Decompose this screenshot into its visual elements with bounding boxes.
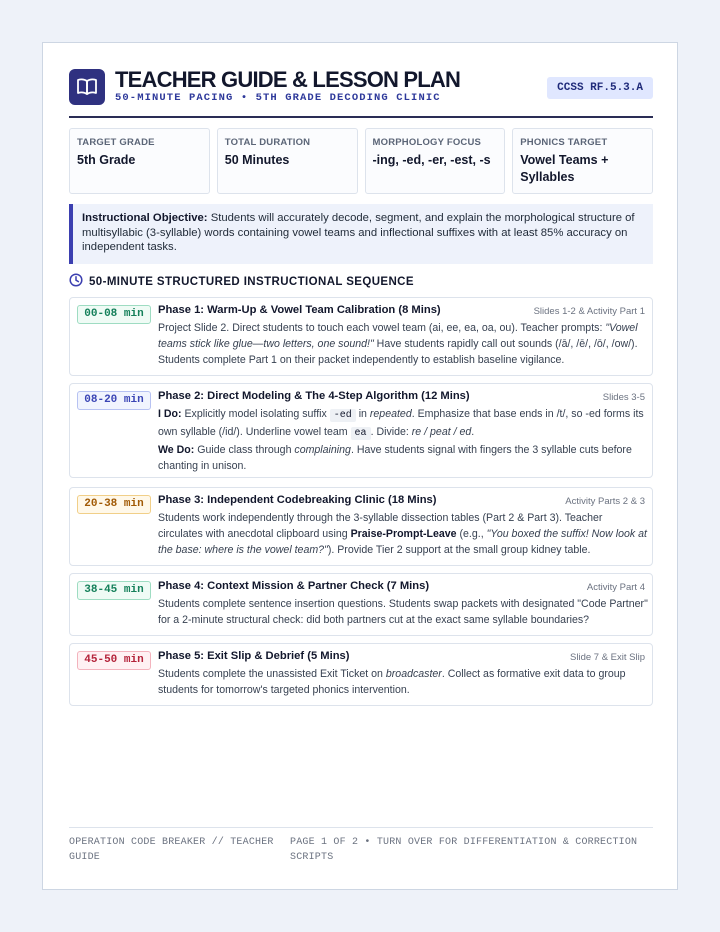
stat-label: MORPHOLOGY FOCUS [372, 137, 482, 148]
stat-value: -ing, -ed, -er, -est, -s [372, 153, 491, 167]
time-badge: 20-38 min [77, 495, 151, 514]
body-text: Students work independently through the 3-syllable dissection tables (Part 2 & Part 3). Teacher circulates with anecdotal clipboard using [158, 512, 603, 540]
phase-description [158, 666, 648, 698]
phase-tag: Slides 1-2 & Activity Part 1 [533, 306, 645, 317]
step-label: I Do: [158, 408, 182, 420]
body-text: Project Slide 2. Direct students to touch each vowel team (ai, ee, ea, oa, ou). Teacher prompts: [158, 322, 606, 334]
time-badge: 08-20 min [77, 391, 151, 410]
phase-description [158, 406, 648, 474]
teacher-prompt-quote: "You boxed the suffix! Now look at the base: where is the vowel team?" [158, 528, 647, 556]
stat-label: TARGET GRADE [77, 137, 155, 148]
phase-card-4 [69, 573, 653, 636]
body-text: . [471, 426, 475, 438]
body-text: (e.g., [456, 528, 487, 540]
lesson-plan-page [42, 42, 678, 890]
phase-tag: Activity Parts 2 & 3 [565, 496, 645, 507]
phase-card-3 [69, 487, 653, 566]
i-do-step [158, 406, 648, 442]
step-label: We Do: [158, 444, 195, 456]
page-header [69, 69, 653, 117]
stat-value: 50 Minutes [224, 153, 290, 167]
stat-target-grade [69, 128, 210, 194]
stat-morphology-focus [365, 128, 506, 194]
open-book-icon [69, 69, 105, 105]
page-subtitle: 50-MINUTE PACING • 5TH GRADE DECODING CLINIC [115, 92, 441, 104]
instructional-objective [69, 204, 653, 264]
header-divider [69, 116, 653, 118]
time-badge: 45-50 min [77, 651, 151, 670]
objective-label: Instructional Objective: [82, 212, 208, 224]
footer-divider [69, 827, 653, 828]
phase-card-1 [69, 297, 653, 376]
time-badge: 00-08 min [77, 305, 151, 324]
teacher-prompt-quote: "Vowel teams stick like glue—two letters, one sound!" [158, 322, 638, 350]
phase-card-5 [69, 643, 653, 706]
example-word: complaining [294, 444, 351, 456]
body-text: . Emphasize that base ends in /t/, so -ed forms its own syllable (/id/). Underline vowel team [158, 408, 644, 438]
body-text: . Collect as formative exit data to group students for tomorrow's targeted phonics intervention. [158, 668, 626, 696]
footer-title: OPERATION CODE BREAKER // TEACHER GUIDE [69, 837, 274, 863]
phase-tag: Slides 3-5 [602, 392, 645, 403]
body-text: Explicitly model isolating suffix [181, 408, 330, 420]
sequence-title: 50-MINUTE STRUCTURED INSTRUCTIONAL SEQUENCE [89, 276, 414, 288]
phase-title: Phase 3: Independent Codebreaking Clinic (18 Mins) [158, 494, 437, 506]
phase-description [158, 320, 648, 368]
page-title: TEACHER GUIDE & LESSON PLAN [115, 67, 461, 92]
sequence-heading [69, 274, 414, 290]
phase-title: Phase 2: Direct Modeling & The 4-Step Algorithm (12 Mins) [158, 390, 470, 402]
phase-description [158, 510, 648, 558]
body-text: . Divide: [370, 426, 412, 438]
stats-row [69, 128, 653, 194]
phase-description [158, 596, 648, 628]
footer-page-note: PAGE 1 OF 2 • TURN OVER FOR DIFFERENTIATION & CORRECTION SCRIPTS [290, 837, 638, 863]
phase-title: Phase 1: Warm-Up & Vowel Team Calibration (8 Mins) [158, 304, 441, 316]
body-text: ). Provide Tier 2 support at the small group kidney table. [327, 544, 591, 556]
body-text: in [355, 408, 370, 420]
body-text: . Have students signal with fingers the 3 syllable cuts before chanting in unison. [158, 444, 632, 472]
phase-title: Phase 5: Exit Slip & Debrief (5 Mins) [158, 650, 350, 662]
phase-card-2 [69, 383, 653, 478]
body-text: Have students rapidly call out sounds (/ā/, /ē/, /ō/, /ow/). Students complete Part 1 on their packet independently to establish baseline vigilance. [158, 338, 638, 366]
stat-value: 5th Grade [77, 153, 136, 167]
objective-text: Students will accurately decode, segment, and explain the morphological structure of multisyllabic (3-syllable) words containing vowel teams and inflectional suffixes with at least 85% accuracy on independent tasks. [82, 212, 635, 253]
suffix-code: -ed [330, 409, 356, 422]
example-word: repeated [369, 408, 412, 420]
phase-tag: Slide 7 & Exit Slip [570, 652, 645, 663]
vowel-team-code: ea [351, 427, 371, 440]
phase-title: Phase 4: Context Mission & Partner Check (7 Mins) [158, 580, 430, 592]
body-text: Students complete the unassisted Exit Ticket on [158, 668, 386, 680]
strategy-name: Praise-Prompt-Leave [350, 528, 457, 540]
body-text: Guide class through [194, 444, 295, 456]
body-text: Students complete sentence insertion questions. Students swap packets with designated "Code Partner" for a 2-minute structural check: did both partners cut at the exact same syllable boundaries? [158, 598, 648, 626]
phase-tag: Activity Part 4 [586, 582, 645, 593]
stat-total-duration [217, 128, 358, 194]
stat-label: PHONICS TARGET [520, 137, 608, 148]
standard-badge: CCSS RF.5.3.A [547, 77, 653, 99]
time-badge: 38-45 min [77, 581, 151, 600]
clock-icon [69, 273, 83, 292]
syllable-division: re / peat / ed [411, 426, 472, 438]
example-word: broadcaster [385, 668, 442, 680]
stat-label: TOTAL DURATION [224, 137, 311, 148]
stat-value: Vowel Teams + Syllables [520, 153, 609, 184]
stat-phonics-target [512, 128, 653, 194]
we-do-step [158, 442, 648, 474]
